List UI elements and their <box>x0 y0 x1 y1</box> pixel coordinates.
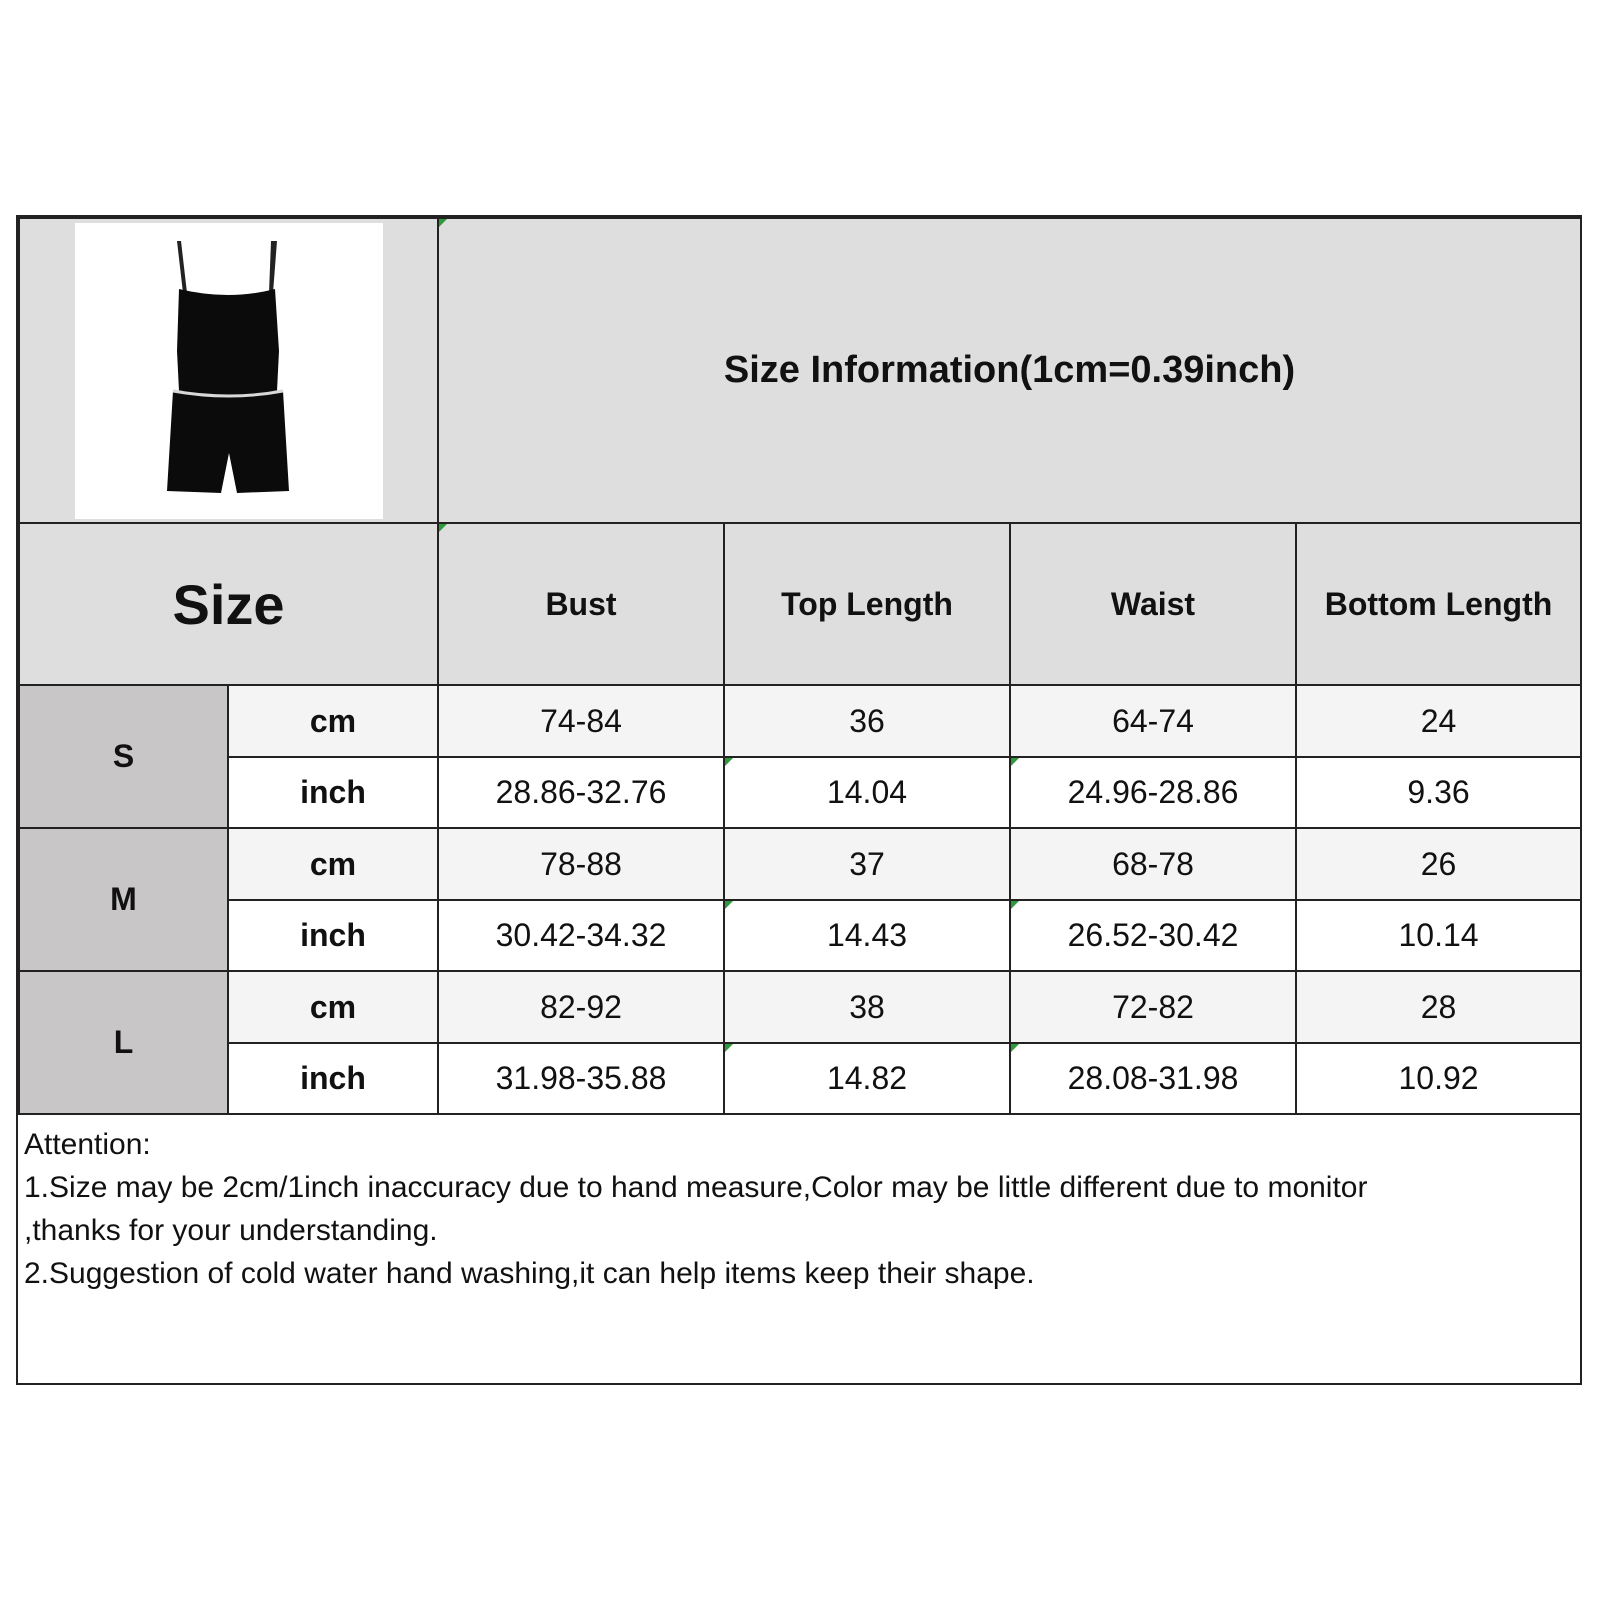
size-header: Size <box>172 572 285 636</box>
table-row <box>19 757 1581 828</box>
product-image <box>75 223 383 519</box>
attention-notes <box>18 1117 1580 1383</box>
value-cell: 64-74 <box>1010 685 1296 757</box>
value-cell: 72-82 <box>1010 971 1296 1043</box>
corner-marker <box>725 758 733 766</box>
value-cell: 74-84 <box>438 685 724 757</box>
value-cell: 30.42-34.32 <box>438 900 724 971</box>
title-cell <box>438 218 1581 523</box>
value-cell: 24 <box>1296 685 1581 757</box>
value-cell: 28.86-32.76 <box>438 757 724 828</box>
value-cell: 78-88 <box>438 828 724 900</box>
size-chart <box>16 215 1582 1385</box>
note-line: 1.Size may be 2cm/1inch inaccuracy due to hand measure,Color may be little different due to monitor <box>24 1171 1368 1204</box>
table-row <box>19 828 1581 900</box>
size-label: S <box>112 738 135 774</box>
column-header-bust: Bust <box>438 523 724 685</box>
size-header-cell <box>19 523 438 685</box>
unit-cell: cm <box>228 685 438 757</box>
column-header-top-length: Top Length <box>724 523 1010 685</box>
value-cell: 31.98-35.88 <box>438 1043 724 1114</box>
unit-cell: cm <box>228 971 438 1043</box>
value-cell: 82-92 <box>438 971 724 1043</box>
table-row <box>19 971 1581 1043</box>
value-cell: 68-78 <box>1010 828 1296 900</box>
corner-marker <box>1011 901 1019 909</box>
value-cell: 28.08-31.98 <box>1010 1043 1296 1114</box>
note-line: ,thanks for your understanding. <box>24 1214 438 1247</box>
column-header-bottom-length: Bottom Length <box>1296 523 1581 685</box>
value-cell: 36 <box>724 685 1010 757</box>
value-cell: 26 <box>1296 828 1581 900</box>
corner-marker <box>725 1044 733 1052</box>
value-cell: 10.14 <box>1296 900 1581 971</box>
unit-cell: cm <box>228 828 438 900</box>
value-cell: 24.96-28.86 <box>1010 757 1296 828</box>
camisole-shorts-icon <box>149 241 309 501</box>
value-cell: 9.36 <box>1296 757 1581 828</box>
corner-marker <box>725 901 733 909</box>
column-header-waist: Waist <box>1010 523 1296 685</box>
size-label: M <box>110 881 137 917</box>
value-cell: 28 <box>1296 971 1581 1043</box>
unit-cell: inch <box>228 1043 438 1114</box>
unit-cell: inch <box>228 757 438 828</box>
corner-marker <box>1011 1044 1019 1052</box>
value-cell: 38 <box>724 971 1010 1043</box>
corner-marker <box>439 219 447 227</box>
notes-heading: Attention: <box>24 1128 151 1161</box>
table-row <box>19 685 1581 757</box>
note-line: 2.Suggestion of cold water hand washing,it can help items keep their shape. <box>24 1257 1035 1290</box>
value-cell: 37 <box>724 828 1010 900</box>
value-cell: 26.52-30.42 <box>1010 900 1296 971</box>
value-cell: 14.04 <box>724 757 1010 828</box>
value-cell: 14.82 <box>724 1043 1010 1114</box>
chart-title: Size Information(1cm=0.39inch) <box>723 349 1296 391</box>
value-cell: 10.92 <box>1296 1043 1581 1114</box>
table-row <box>19 1043 1581 1114</box>
size-table <box>18 217 1582 1115</box>
corner-marker <box>439 524 447 532</box>
size-label-cell <box>19 971 228 1114</box>
size-label-cell <box>19 685 228 828</box>
table-row <box>19 900 1581 971</box>
size-label-cell <box>19 828 228 971</box>
corner-marker <box>1011 758 1019 766</box>
size-label: L <box>113 1024 134 1060</box>
unit-cell: inch <box>228 900 438 971</box>
product-image-cell <box>19 218 438 523</box>
value-cell: 14.43 <box>724 900 1010 971</box>
